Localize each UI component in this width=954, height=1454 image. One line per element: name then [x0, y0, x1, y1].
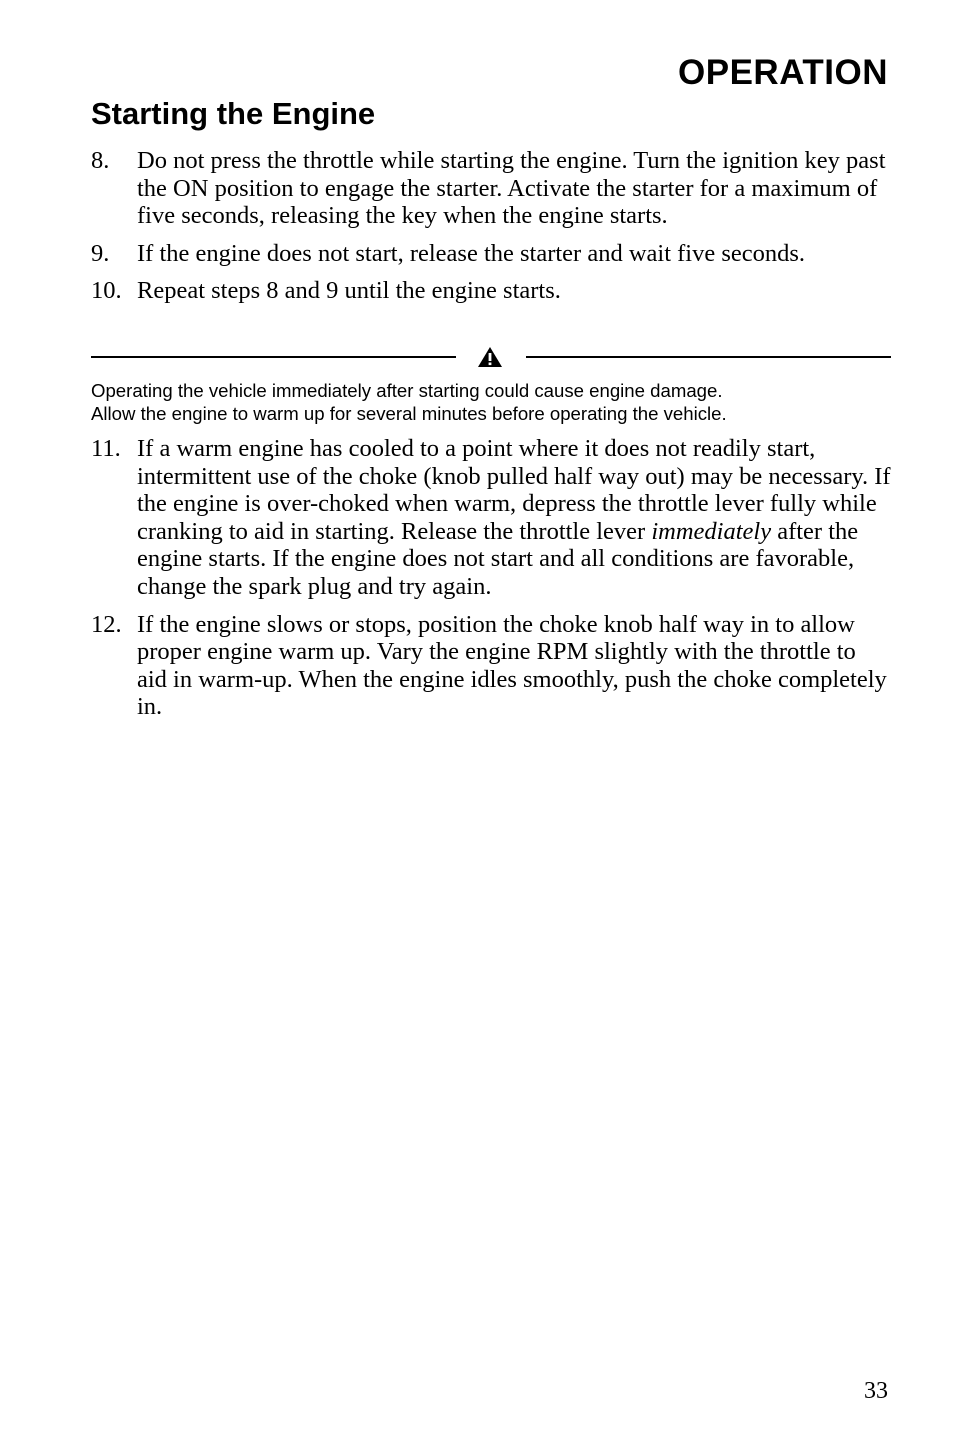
step-text-part: If a warm engine has cooled to a point where it does not readily start, intermittent use of the choke (knob pulled half way out) may be necessary. If the engine is over-choked when warm, depress the throttle lever fully while cranking to aid in starting. Release the throttle lever	[137, 435, 891, 545]
caution-message	[91, 380, 891, 425]
step-12	[91, 611, 891, 721]
step-8	[91, 147, 891, 230]
emphasis-text: immediately	[651, 517, 772, 545]
step-number: 10.	[91, 277, 122, 305]
page-number: 33	[864, 1378, 888, 1404]
chapter-title: OPERATION	[678, 53, 888, 92]
step-text-part: after the engine starts. If the engine does not start and all conditions are favorable, change the spark plug and try again.	[137, 517, 859, 600]
step-number: 8.	[91, 147, 110, 174]
step-9	[91, 240, 891, 268]
section-title: Starting the Engine	[91, 96, 376, 131]
step-number: 12.	[91, 610, 122, 638]
divider-line-right	[526, 356, 891, 358]
step-text: Do not press the throttle while starting the engine. Turn the ignition key past the ON position to engage the starter. Activate the starter for a maximum of five seconds, releasing the key when the engine starts.	[137, 147, 886, 230]
caution-line: Operating the vehicle immediately after starting could cause engine damage.	[91, 380, 723, 401]
step-number: 9.	[91, 239, 110, 267]
divider-line-left	[91, 356, 456, 358]
step-11	[91, 435, 891, 601]
step-10	[91, 277, 891, 305]
step-text	[137, 435, 891, 600]
step-text: Repeat steps 8 and 9 until the engine starts.	[137, 277, 561, 305]
step-number: 11.	[91, 435, 121, 462]
step-text: If the engine does not start, release the starter and wait five seconds.	[137, 239, 806, 267]
steps-list-part1	[91, 147, 891, 315]
warning-triangle-icon	[477, 346, 503, 368]
caution-divider	[91, 341, 891, 373]
step-text: If the engine slows or stops, position the choke knob half way in to allow proper engine warm up. Vary the engine RPM slightly with the throttle to aid in warm-up. When the engine idles smoothly, push the choke completely in.	[137, 610, 887, 721]
steps-list-part2	[91, 435, 891, 731]
caution-line: Allow the engine to warm up for several minutes before operating the vehicle.	[91, 402, 727, 424]
